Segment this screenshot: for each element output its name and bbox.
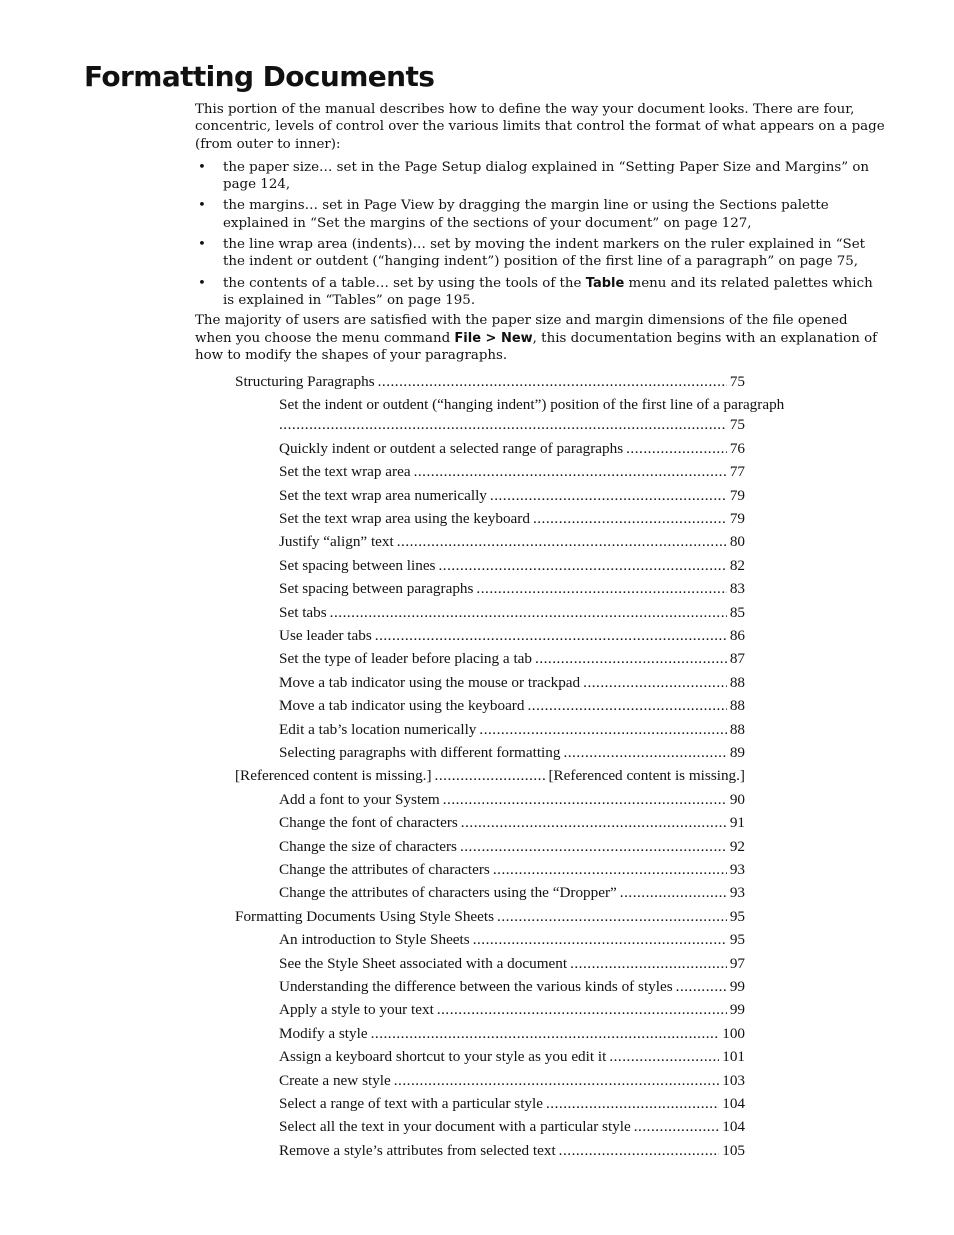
bullet-item: • the margins… set in Page View by dragging the margin line or using the Sections palette explained in “Set the margins of the sections of your document” on page 127,	[198, 198, 829, 231]
toc-entry-label: Use leader tabs	[279, 627, 372, 644]
toc-entry-label: Assign a keyboard shortcut to your style as you edit it	[279, 1048, 607, 1066]
toc-entry-label: Change the attributes of characters	[279, 861, 490, 878]
toc-subsection-entry[interactable]	[279, 697, 745, 717]
leader-dots	[476, 580, 726, 598]
toc-entry-label: An introduction to Style Sheets	[279, 931, 470, 949]
toc-page-number: 92	[729, 837, 745, 855]
bullet-item: • the line wrap area (indents)… set by moving the indent markers on the ruler explained in “Set the indent or outdent (“hanging indent”) position of the first line of a paragraph” on page 75,	[198, 237, 866, 270]
toc-entry-label: Justify “align” text	[279, 533, 394, 551]
toc-entry-label: Move a tab indicator using the mouse or trackpad	[279, 673, 581, 691]
toc-page-number: 105	[722, 1141, 745, 1159]
toc-subsection-entry[interactable]	[279, 487, 745, 507]
toc-page-number: 104	[722, 1095, 745, 1112]
leader-dots	[559, 1142, 720, 1160]
toc-entry-label: Set tabs	[279, 603, 327, 621]
leader-dots	[473, 931, 727, 949]
bullet-list	[195, 159, 885, 309]
toc-page-number: 83	[729, 580, 745, 598]
toc-subsection-entry[interactable]	[279, 650, 745, 670]
toc-section-entry[interactable]	[235, 373, 745, 393]
toc-page-number: 88	[729, 697, 745, 715]
toc-subsection-entry[interactable]	[279, 744, 745, 764]
toc-subsection-entry[interactable]	[279, 1142, 745, 1162]
toc-page-number: 86	[729, 627, 745, 644]
toc-entry-label: Set spacing between paragraphs	[279, 580, 474, 598]
toc-entry-label: Structuring Paragraphs	[235, 373, 375, 390]
toc-page-number: 93	[729, 884, 745, 902]
bullet-icon: •	[198, 237, 206, 253]
toc-page-number: 88	[729, 673, 745, 691]
toc-entry-label: [Referenced content is missing.]	[235, 767, 432, 785]
toc-subsection-entry[interactable]	[279, 580, 745, 600]
toc-entry-label: Set the text wrap area	[279, 463, 411, 481]
toc-subsection-entry[interactable]	[279, 557, 745, 577]
leader-dots	[676, 978, 727, 996]
toc-page-number: 101	[722, 1048, 745, 1066]
bullet-item: • the paper size… set in the Page Setup dialog explained in “Setting Paper Size and Margins” on page 124,	[198, 159, 870, 193]
toc-subsection-entry[interactable]	[279, 1118, 745, 1138]
toc-entry-label: Edit a tab’s location numerically	[279, 720, 477, 738]
toc-entry-label: Set the type of leader before placing a tab	[279, 650, 533, 668]
toc-subsection-entry[interactable]	[279, 838, 745, 858]
leader-dots	[493, 861, 727, 879]
leader-dots	[375, 627, 727, 645]
toc-page-number: 87	[729, 650, 745, 668]
leader-dots	[533, 510, 727, 528]
intro-section	[195, 101, 885, 364]
toc-subsection-entry[interactable]	[279, 721, 745, 741]
toc-page-number: 91	[729, 814, 745, 832]
leader-dots	[497, 908, 727, 926]
leader-dots	[479, 721, 726, 739]
toc-entry-label: Quickly indent or outdent a selected range of paragraphs	[279, 439, 624, 457]
toc-entry-label: Apply a style to your text	[279, 1001, 434, 1019]
toc-entry-label: See the Style Sheet associated with a document	[279, 954, 568, 972]
toc-entry-label: Create a new style	[279, 1071, 391, 1089]
toc-subsection-entry[interactable]	[279, 1048, 745, 1068]
closing-paragraph: The majority of users are satisfied with the paper size and margin dimensions of the file opened when you choose the menu command File > New, this documentation begins with an explanation of how to modify the shapes of your paragraphs.	[195, 313, 878, 363]
menu-keyword: Table	[585, 275, 625, 291]
toc-page-number: 95	[729, 907, 745, 925]
leader-dots	[535, 650, 727, 668]
toc-subsection-entry[interactable]	[279, 510, 745, 530]
toc-subsection-entry[interactable]	[279, 1025, 745, 1045]
toc-entry-label: Understanding the difference between the various kinds of styles	[279, 978, 673, 995]
leader-dots	[397, 533, 727, 551]
toc-page-number: 99	[729, 1001, 745, 1019]
bullet-icon: •	[198, 159, 206, 175]
toc-subsection-entry[interactable]	[279, 791, 745, 811]
toc-page-number: 97	[729, 954, 745, 972]
toc-subsection-entry[interactable]	[279, 978, 745, 998]
toc-entry-label: Change the font of characters	[279, 814, 458, 832]
toc-entry-label: Selecting paragraphs with different formatting	[279, 744, 561, 761]
toc-entry-label: Set the text wrap area numerically	[279, 486, 487, 504]
leader-dots	[546, 1095, 719, 1113]
toc-page-number: 80	[729, 533, 745, 551]
toc-page-number: 99	[729, 978, 745, 995]
toc-page-number: 95	[729, 931, 745, 949]
bullet-item: • the contents of a table… set by using the tools of the Table menu and its related palettes which is explained in “Tables” on page 195.	[198, 275, 873, 308]
leader-dots	[634, 1118, 719, 1136]
toc-entry-label: Change the attributes of characters using the “Dropper”	[279, 884, 617, 902]
leader-dots	[371, 1025, 720, 1043]
toc-entry-label[interactable]: Set the indent or outdent (“hanging indent”) position of the first line of a paragraph	[279, 396, 785, 414]
toc-entry-label: Select all the text in your document with a particular style	[279, 1118, 631, 1136]
toc-entry-label: Change the size of characters	[279, 837, 457, 855]
leader-dots	[460, 838, 727, 856]
toc-page-number: [Referenced content is missing.]	[548, 767, 745, 785]
toc-subsection-entry[interactable]	[279, 674, 745, 694]
toc-entry-label: Set the text wrap area using the keyboard	[279, 510, 530, 527]
toc-subsection-entry[interactable]	[279, 861, 745, 881]
toc-page-number: 85	[729, 603, 745, 621]
leader-dots	[394, 1072, 719, 1090]
toc-page-number: 76	[729, 439, 745, 457]
bullet-icon: •	[198, 275, 206, 291]
toc-page-number: 82	[729, 556, 745, 574]
leader-dots	[438, 557, 726, 575]
toc-entry-label: Remove a style’s attributes from selected text	[279, 1141, 556, 1159]
toc-page-number: 88	[729, 720, 745, 738]
leader-dots	[443, 791, 727, 809]
toc-page-number: 75	[729, 416, 745, 434]
leader-dots	[609, 1048, 719, 1066]
toc-entry-label: Modify a style	[279, 1024, 368, 1042]
toc-subsection-entry[interactable]	[279, 627, 745, 647]
toc-page-number: 77	[729, 463, 745, 481]
toc-subsection-entry[interactable]	[279, 463, 745, 483]
leader-dots	[461, 814, 727, 832]
toc-entry-leader	[279, 416, 745, 434]
toc-entry-label: Formatting Documents Using Style Sheets	[235, 907, 495, 925]
toc-page-number: 90	[729, 790, 745, 808]
page-title: Formatting Documents	[84, 60, 435, 93]
toc-subsection-entry[interactable]	[279, 931, 745, 951]
toc-entry-label: Move a tab indicator using the keyboard	[279, 697, 525, 715]
leader-dots	[330, 604, 727, 622]
toc-subsection-entry[interactable]	[279, 1001, 745, 1021]
menu-command: File > New	[454, 330, 533, 346]
leader-dots	[437, 1001, 727, 1019]
toc-entry-label: Select a range of text with a particular style	[279, 1095, 543, 1112]
toc-subsection-entry[interactable]	[279, 814, 745, 834]
toc-entry-label: Set spacing between lines	[279, 556, 436, 574]
toc-page-number: 104	[722, 1118, 745, 1136]
leader-dots	[378, 373, 727, 391]
toc-subsection-entry[interactable]	[279, 884, 745, 904]
leader-dots	[435, 767, 546, 785]
toc-entry-label: Add a font to your System	[279, 790, 440, 808]
toc-page-number: 89	[729, 744, 745, 761]
toc-section-entry[interactable]	[235, 767, 745, 787]
leader-dots	[527, 697, 726, 715]
leader-dots	[279, 416, 727, 434]
toc-subsection-entry[interactable]	[279, 1072, 745, 1092]
leader-dots	[414, 463, 727, 481]
toc-page-number: 100	[722, 1024, 745, 1042]
toc-subsection-entry[interactable]	[279, 533, 745, 553]
toc-page-number: 103	[722, 1071, 745, 1089]
toc-section-entry[interactable]	[235, 908, 745, 928]
toc-page-number: 75	[729, 373, 745, 390]
leader-dots	[490, 487, 727, 505]
toc-page-number: 79	[729, 486, 745, 504]
toc-subsection-entry[interactable]	[279, 440, 745, 460]
leader-dots	[620, 884, 727, 902]
toc-page-number: 79	[729, 510, 745, 527]
toc-subsection-entry[interactable]	[279, 604, 745, 624]
leader-dots	[626, 440, 727, 458]
intro-paragraph: This portion of the manual describes how to define the way your document looks. There are four, concentric, levels of control over the various limits that control the format of what appears on a page (from outer to inner):	[195, 102, 885, 152]
leader-dots	[563, 744, 726, 762]
toc-subsection-entry[interactable]	[279, 955, 745, 975]
bullet-icon: •	[198, 198, 206, 214]
leader-dots	[570, 955, 727, 973]
toc-subsection-entry[interactable]	[279, 1095, 745, 1115]
toc-page-number: 93	[729, 861, 745, 878]
leader-dots	[583, 674, 727, 692]
